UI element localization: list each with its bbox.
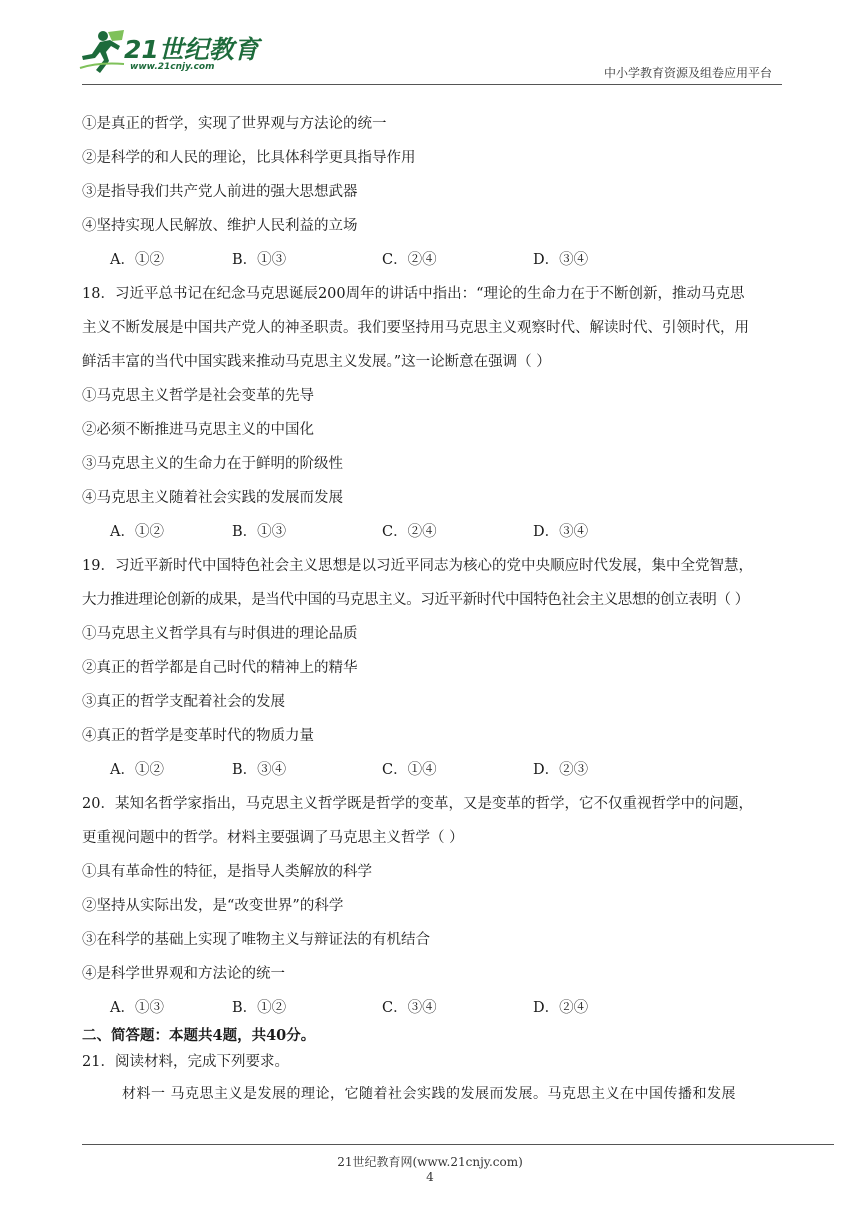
option-line: ③马克思主义的生命力在于鲜明的阶级性 <box>82 456 343 472</box>
option-line: ④坚持实现人民解放、维护人民利益的立场 <box>82 218 358 234</box>
choice-a: A．①② <box>110 524 164 540</box>
option-line: ②是科学的和人民的理论，比具体科学更具指导作用 <box>82 150 416 166</box>
choice-c: C．②④ <box>382 524 437 540</box>
choice-b: B．①③ <box>232 252 287 268</box>
choice-a: A．①③ <box>110 1000 164 1016</box>
question-19-stem: 大力推进理论创新的成果，是当代中国的马克思主义。习近平新时代中国特色社会主义思想的创立表明（ ） <box>82 592 749 608</box>
answer-choices <box>82 760 782 780</box>
header-divider <box>82 84 782 85</box>
option-line: ②真正的哲学都是自己时代的精神上的精华 <box>82 660 358 676</box>
choice-d: D．②③ <box>533 762 589 778</box>
question-18-stem: 主义不断发展是中国共产党人的神圣职责。我们要坚持用马克思主义观察时代、解读时代、引领时代，用 <box>82 320 749 336</box>
choice-d: D．③④ <box>533 524 589 540</box>
site-logo <box>78 28 258 78</box>
choice-a: A．①② <box>110 252 164 268</box>
question-18-stem: 鲜活丰富的当代中国实践来推动马克思主义发展。”这一论断意在强调（ ） <box>82 354 551 370</box>
option-line: ③在科学的基础上实现了唯物主义与辩证法的有机结合 <box>82 932 430 948</box>
question-20-stem: 更重视问题中的哲学。材料主要强调了马克思主义哲学（ ） <box>82 830 464 846</box>
option-line: ①是真正的哲学，实现了世界观与方法论的统一 <box>82 116 387 132</box>
choice-b: B．③④ <box>232 762 287 778</box>
logo-url: www.21cnjy.com <box>130 62 215 72</box>
document-body <box>82 114 782 1118</box>
material-text: 材料一 马克思主义是发展的理论，它随着社会实践的发展而发展。马克思主义在中国传播和发展 <box>122 1086 736 1102</box>
option-line: ④马克思主义随着社会实践的发展而发展 <box>82 490 343 506</box>
question-21-stem: 21．阅读材料，完成下列要求。 <box>82 1054 289 1070</box>
choice-c: C．②④ <box>382 252 437 268</box>
option-line: ③是指导我们共产党人前进的强大思想武器 <box>82 184 358 200</box>
choice-d: D．②④ <box>533 1000 589 1016</box>
option-line: ④是科学世界观和方法论的统一 <box>82 966 285 982</box>
platform-name: 中小学教育资源及组卷应用平台 <box>603 66 772 80</box>
choice-d: D．③④ <box>533 252 589 268</box>
option-line: ②必须不断推进马克思主义的中国化 <box>82 422 314 438</box>
logo-title: 21世纪教育 <box>124 35 259 64</box>
question-19-stem: 19．习近平新时代中国特色社会主义思想是以习近平同志为核心的党中央顺应时代发展，集中全党智慧， <box>82 558 753 574</box>
question-20-stem: 20．某知名哲学家指出，马克思主义哲学既是哲学的变革，又是变革的哲学，它不仅重视哲学中的问题， <box>82 796 753 812</box>
option-line: ①马克思主义哲学具有与时俱进的理论品质 <box>82 626 358 642</box>
answer-choices <box>82 522 782 542</box>
answer-choices <box>82 250 782 270</box>
section-heading: 二、简答题：本题共4题，共40分。 <box>82 1027 316 1044</box>
answer-choices <box>82 998 782 1018</box>
page-header <box>0 0 860 90</box>
option-line: ④真正的哲学是变革时代的物质力量 <box>82 728 314 744</box>
choice-b: B．①② <box>232 1000 287 1016</box>
footer-divider <box>82 1144 834 1145</box>
question-18-stem: 18．习近平总书记在纪念马克思诞辰200周年的讲话中指出：“理论的生命力在于不断创新，推动马克思 <box>82 286 745 302</box>
option-line: ②坚持从实际出发，是“改变世界”的科学 <box>82 898 344 914</box>
page-number: 4 <box>426 1170 434 1184</box>
option-line: ①具有革命性的特征，是指导人类解放的科学 <box>82 864 372 880</box>
option-line: ①马克思主义哲学是社会变革的先导 <box>82 388 314 404</box>
option-line: ③真正的哲学支配着社会的发展 <box>82 694 285 710</box>
choice-b: B．①③ <box>232 524 287 540</box>
runner-logo-icon <box>78 28 126 76</box>
footer-site: 21世纪教育网(www.21cnjy.com) <box>337 1155 523 1169</box>
choice-c: C．①④ <box>382 762 437 778</box>
choice-a: A．①② <box>110 762 164 778</box>
choice-c: C．③④ <box>382 1000 437 1016</box>
